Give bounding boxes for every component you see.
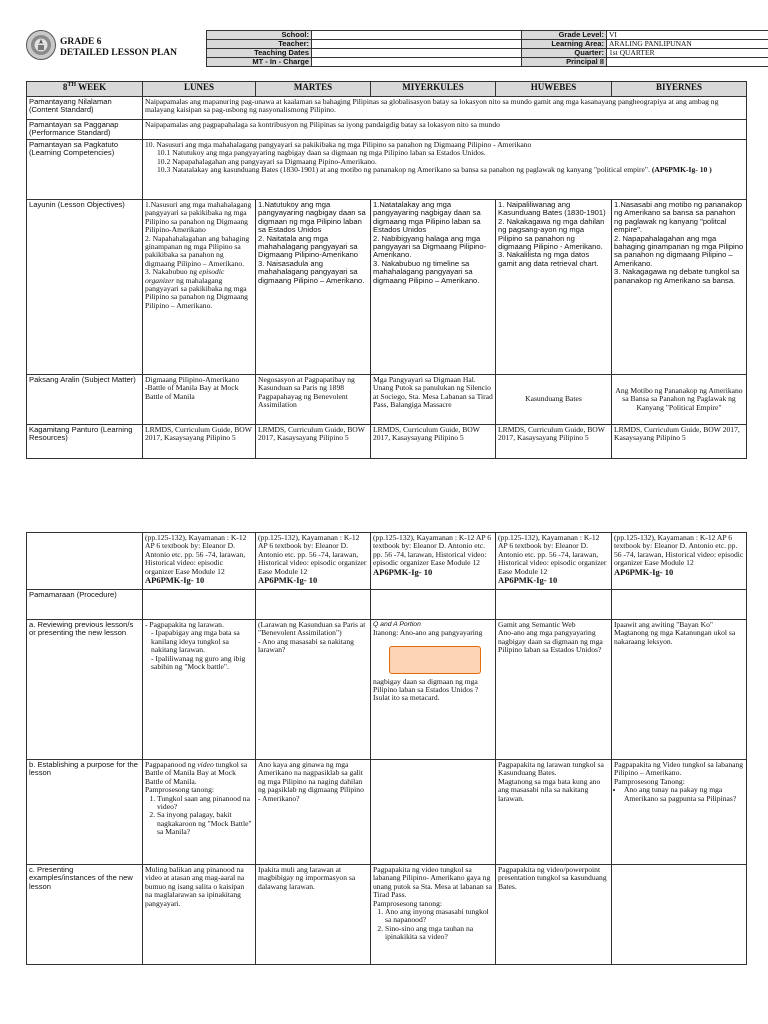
step-b-thursday: Pagpapakita ng larawan tungkol sa Kasunduang Bates. Magtanong sa mga bata kung ano ang masasabi nila sa nakitang larawan. [496,760,612,865]
subject-monday: Digmaang Pilipino-Amerikano -Battle of Manila Bay at Mock Battle of Manila [143,375,256,425]
quarter-label: Quarter: [522,49,607,58]
objective-friday: 1.Nasasabi ang motibo ng pananakop ng Amerikano sa bansa sa panahon ng paglawak ng kanyang "politcal empire". 2. Napapahalagahan ang mga bahaging ginampanan ng mga Pilipino sa panahon ng digmaang Pilipino – Amerikano. 3. Nakagagawa ng debate tungkol sa pananakop ng Amerikano sa bansa. [612,200,747,375]
mt-label: MT - In - Charge [207,58,312,67]
dates-label: Teaching Dates [207,49,312,58]
content-standard-text: Naipapamalas ang mapanuring pag-unawa at kaalaman sa bahaging Pilipinas sa globalisasyon batay sa lokasyon nito sa mundo gamit ang mga kasanayang pangheograpiya at ang ambag ng malayang kaisipan sa pag-usbong ng nasyonalismong Pilipino. [143,97,747,120]
lesson-table-1 [26,81,747,459]
performance-standard-label: Pamantayan sa Pagganap (Performance Standard) [27,120,143,140]
resources-tuesday: LRMDS, Curriculum Guide, BOW 2017, Kasaysayang Pilipino 5 [256,425,371,459]
metacard-shape [389,646,481,674]
ref-wednesday: (pp.125-132), Kayamanan : K-12 AP 6 textbook by: Eleanor D. Antonio etc. pp. 56 -74, larawan, Historical video: episodic organizer Ease Module 12 AP6PMK-Ig- 10 [371,533,496,590]
subject-tuesday: Negosasyon at Pagpapatibay ng Kasunduan sa Paris ng 1898 Pagpapahayag ng Benevolent Assimilation [256,375,371,425]
grade-title: GRADE 6 [60,37,102,47]
competency-10-1: 10.1 Natutukoy ang mga pangyayaring nagbigay daan sa digmaan ng mga Pilipino laban sa Estados Unidos. [157,148,486,158]
step-a-label: a. Reviewing previous lesson/s or presenting the new lesson [27,620,143,760]
resources-label: Kagamitang Panturo (Learning Resources) [27,425,143,459]
step-c-monday: Muling balikan ang pinanood na video at atasan ang mag-aaral na bumuo ng isang salita o kaisipan na maglalarawan sa ipinakitang pangyayari. [143,865,256,965]
competency-10-2: 10.2 Napapahalagahan ang pangyayari sa Digmaang Pipino-Amerikano. [157,156,377,166]
teacher-label: Teacher: [207,40,312,49]
step-c-thursday: Pagpapakita ng video/powerpoint presentation tungkol sa kasunduang Bates. [496,865,612,965]
resources-wednesday: LRMDS, Curriculum Guide, BOW 2017, Kasaysayang Pilipino 5 [371,425,496,459]
step-b-tuesday: Ano kaya ang ginawa ng mga Amerikano na nagpasiklab sa galit ng mga Pilipino na naging dahilan ng pagsiklab ng digmaang Pilipino - Amerikano? [256,760,371,865]
teacher-value[interactable] [312,40,522,49]
objective-wednesday: 1.Natatalakay ang mga pangyayaring nagbigay daan sa digmaang mga Pilipino laban sa Estados Unidos 2. Nabibigyang halaga ang mga pangyayari sa Digmaang Pilipino-Amerikano. 3. Nakabubuo ng timeline sa mahahalagang pangyayari sa digmaang Pilipino – Amerikano. [371,200,496,375]
step-a-tuesday: (Larawan ng Kasunduan sa Paris at "Benevolent Assimilation") - Ano ang masasabi sa nakitang larawan? [256,620,371,760]
performance-standard-text: Naipapamalas ang pagpapahalaga sa kontribusyon ng Pilipinas sa iyong pandaigdig batay sa lokasyon nito sa mundo [143,120,747,140]
grade-level-label: Grade Level: [522,31,607,40]
step-a-monday: - Pagpapakita ng larawan. - Ipapabigay ang mga bata sa kanilang ideya tungkol sa nakitang larawan. - Ipaliliwanag ng guro ang ibig sabihin ng "Mock battle". [143,620,256,760]
step-c-label: c. Presenting examples/instances of the new lesson [27,865,143,965]
objective-thursday: 1. Naipaliliwanag ang Kasunduang Bates (1830-1901) 2. Nakakagawa ng mga dahilan ng pagsang-ayon ng mga Pilipino sa panahon ng digmaang Pilipino - Amerikano. 3. Nakalilista ng mga datos gamit ang data retrieval chart. [496,200,612,375]
content-standard-label: Pamantayang Nilalaman (Content Standard) [27,97,143,120]
principal-label: Principal II [522,58,607,67]
competencies-label: Pamantayan sa Pagkatuto (Learning Competencies) [27,140,143,200]
header-table [206,30,768,67]
plan-title: DETAILED LESSON PLAN [60,48,178,58]
learning-area-label: Learning Area: [522,40,607,49]
ref-friday: (pp.125-132), Kayamanan : K-12 AP 6 textbook by: Eleanor D. Antonio etc. pp. 56 -74, larawan, Historical video: episodic organizer Ease Module 12 AP6PMK-Ig- 10 [612,533,747,590]
step-a-thursday: Gamit ang Semantic Web Ano-ano ang mga pangyayaring nagbigay daan sa digmaan ng mga Pilipino laban sa Estados Unidos? [496,620,612,760]
step-a-friday: Ipaawit ang awiting "Bayan Ko" Magtanong ng mga Katanungan ukol sa nakaraang leksyon. [612,620,747,760]
day-tuesday: MARTES [256,82,371,97]
competency-code: (AP6PMK-Ig- 10 ) [651,165,712,175]
resources-monday: LRMDS, Curriculum Guide, BOW 2017, Kasaysayang Pilipino 5 [143,425,256,459]
learning-area-value: ARALING PANLIPUNAN [607,40,768,49]
competency-10-3: 10.3 Natatalakay ang kasunduang Bates (1830-1901) at ang motibo ng pananakop ng Amerikano sa bansa sa panahon ng paglawak ng kanyang "political empire". [157,165,650,175]
resources-friday: LRMDS, Curriculum Guide, BOW 2017, Kasaysayang Pilipino 5 [612,425,747,459]
day-friday: BIYERNES [612,82,747,97]
day-monday: LUNES [143,82,256,97]
subject-thursday: Kasunduang Bates [496,375,612,425]
school-label: School: [207,31,312,40]
ref-thursday: (pp.125-132), Kayamanan : K-12 AP 6 textbook by: Eleanor D. Antonio etc. pp. 56 -74, larawan, Historical video: episodic organizer Ease Module 12 AP6PMK-Ig- 10 [496,533,612,590]
mt-value[interactable] [312,58,522,67]
procedure-label: Pamamaraan (Procedure) [27,590,143,620]
step-b-monday: Pagpapanood ng video tungkol sa Battle of Manila Bay at Mock Battle of Manila. Pamprosesong tanong: 1. Tungkol saan ang pinanood na video? 2. Sa inyong palagay, bakit nagkakaroon ng "Mock Battle" sa Manila? [143,760,256,865]
subject-matter-label: Paksang Aralin (Subject Matter) [27,375,143,425]
ref-tuesday: (pp.125-132), Kayamanan : K-12 AP 6 textbook by: Eleanor D. Antonio etc. pp. 56 -74, larawan, Historical video: episodic organizer Ease Module 12 AP6PMK-Ig- 10 [256,533,371,590]
school-value[interactable] [312,31,522,40]
step-c-wednesday: Pagpapakita ng video tungkol sa labanang Pilipino- Amerikano gaya ng unang putok sa Sta. Mesa at labanan sa Tirad Pass. Pamprosesong tanong: 1. Ano ang inyong masasabi tungkol sa napanood? 2. Sino-sino ang mga tauhan na ipinakikita sa video? [371,865,496,965]
ref-label-blank [27,533,143,590]
subject-friday: Ang Motibo ng Pananakop ng Amerikano sa Bansa sa Panahon ng Paglawak ng Kanyang "Political Empire" [612,375,747,425]
competencies-text [143,140,747,200]
step-b-friday: Pagpapakita ng Video tungkol sa labanang Pilipino – Amerikano. Pamprosesong Tanong: • Ano ang tunay na pakay ng mga Amerikano sa pagpunta sa Pilipinas? [612,760,747,865]
step-b-label: b. Establishing a purpose for the lesson [27,760,143,865]
step-c-friday [612,865,747,965]
competency-10: 10. Nasusuri ang mga mahahalagang pangyayari sa pakikibaka ng mga Pilipino sa panahon ng Digmaang Pilipino - Amerikano [145,140,532,149]
step-b-wednesday [371,760,496,865]
grade-level-value: VI [607,31,768,40]
step-a-wednesday: Q and A Portion Itanong: Ano-ano ang pangyayaring nagbigay daan sa digmaan ng mga Pilipino laban sa Estados Unidos ? Isulat ito sa metacard. [371,620,496,760]
doc-title [60,37,200,59]
objectives-label: Layunin (Lesson Objectives) [27,200,143,375]
day-thursday: HUWEBES [496,82,612,97]
subject-wednesday: Mga Pangyayari sa Digmaan Hal. Unang Putok sa panulukan ng Silencio at Sociego, Sta. Mesa Labanan sa Tirad Pass, Balangiga Massacre [371,375,496,425]
week-label: 8TH WEEK [27,82,143,97]
ref-monday: (pp.125-132), Kayamanan : K-12 AP 6 textbook by: Eleanor D. Antonio etc. pp. 56 -74, larawan, Historical video: episodic organizer Ease Module 12 AP6PMK-Ig- 10 [143,533,256,590]
deped-seal-icon [26,30,56,60]
step-c-tuesday: Ipakita muli ang larawan at magbibigay ng impormasyon sa dalawang larawan. [256,865,371,965]
day-wednesday: MIYERKULES [371,82,496,97]
objective-tuesday: 1.Natutukoy ang mga pangyayaring nagbigay daan sa digmaan ng mga Pilipino laban sa Estados Unidos 2. Naitatala ang mga mahahalagang pangyayari sa Digmaang Pilipino-Amerikano 3. Naisasadula ang mahahalagang pangyayari sa digmaang Pilipino – Amerikano. [256,200,371,375]
objective-monday: 1.Nasusuri ang mga mahahalagang pangyayari sa pakikibaka ng mga Pilipino sa panahon ng Digmaang Pilipino-Amerikano 2. Napahahalagahan ang bahaging ginampanan ng mga Pilipino sa pakikibaka sa panahon ng digmaang Pilipino – Amerikano. 3. Nakabubuo ng episodic organizer ng mahalagang pangyayari sa pakikibaka ng mga Pilipino sa panahon ng Digmaang Pilipino – Amerikano. [143,200,256,375]
quarter-value: 1st QUARTER [607,49,768,58]
resources-thursday: LRMDS, Curriculum Guide, BOW 2017, Kasaysayang Pilipino 5 [496,425,612,459]
principal-value[interactable] [607,58,768,67]
lesson-table-2 [26,532,747,965]
dates-value[interactable] [312,49,522,58]
